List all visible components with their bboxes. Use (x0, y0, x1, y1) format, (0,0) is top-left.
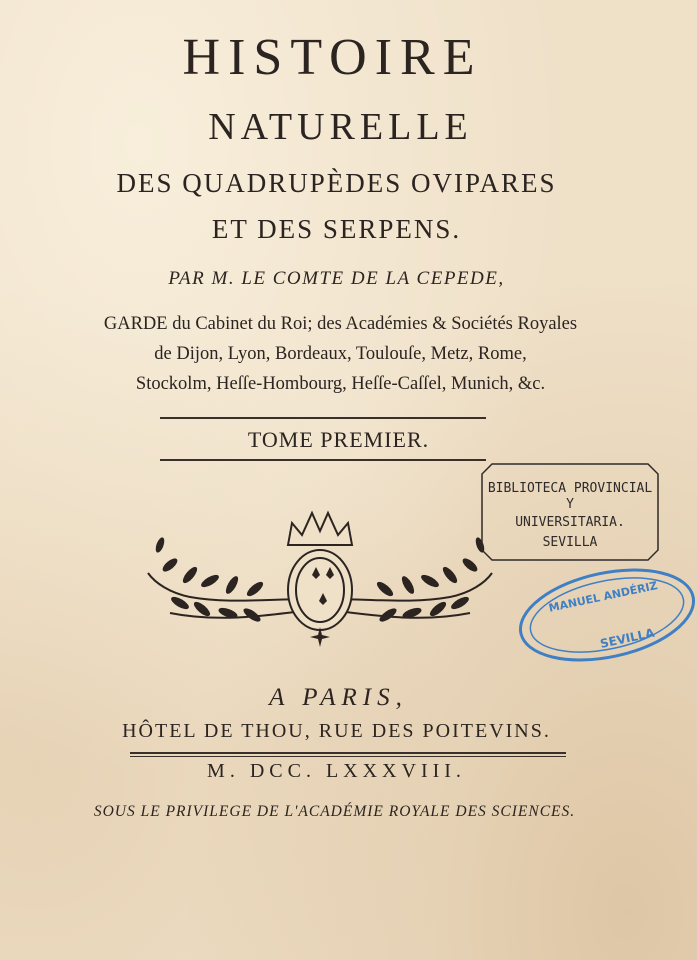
rule-above-year-2 (130, 756, 566, 757)
credentials-line-1: GARDE du Cabinet du Roi; des Académies & Sociétés Royales (103, 314, 578, 334)
place-line: A PARIS, (269, 684, 408, 711)
title-line-quadrupedes: DES QUADRUPÈDES OVIPARES (116, 168, 557, 198)
privilege-line: SOUS LE PRIVILEGE DE L'ACADÉMIE ROYALE DES SCIENCES. (93, 803, 576, 820)
publisher-line: HÔTEL DE THOU, RUE DES POITEVINS. (122, 720, 551, 742)
owner-oval-stamp (512, 560, 697, 670)
volume-title: TOME PREMIER. (247, 427, 430, 452)
credentials-line-3: Stockolm, Heſſe-Hombourg, Heſſe-Caſſel, Munich, &c. (135, 374, 546, 394)
library-stamp-line-4: SEVILLA (542, 535, 598, 550)
library-stamp-line-2: Y (566, 497, 574, 512)
royal-crest-with-laurel-branches-icon (140, 505, 500, 655)
library-stamp-line-3: UNIVERSITARIA. (515, 515, 625, 530)
rule-above-tome (160, 417, 486, 419)
library-stamp-line-1: BIBLIOTECA PROVINCIAL (487, 481, 653, 496)
author-line: PAR M. LE COMTE DE LA CEPEDE, (168, 268, 505, 289)
title-line-naturelle: NATURELLE (208, 106, 473, 148)
title-line-serpens: ET DES SERPENS. (211, 214, 462, 244)
title-line-histoire: HISTOIRE (182, 29, 483, 86)
rule-above-year-1 (130, 752, 566, 754)
credentials-line-2: de Dijon, Lyon, Bordeaux, Toulouſe, Metz, Rome, (154, 344, 527, 364)
rule-below-tome (160, 459, 486, 461)
oval-stamp-name: MANUEL ANDÉRIZ (547, 579, 659, 615)
library-stamp (480, 462, 660, 562)
publication-year: M. DCC. LXXXVIII. (207, 760, 466, 782)
oval-stamp-city: SEVILLA (598, 625, 656, 651)
